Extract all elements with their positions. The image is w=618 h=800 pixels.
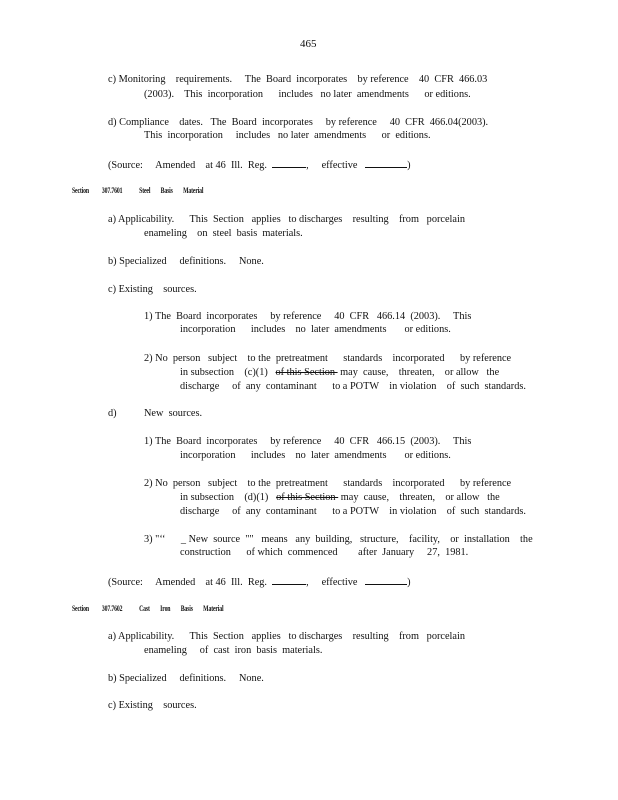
applicability-line-1: a) Applicability. This Section applies to discharges resulting from porcelain (108, 631, 465, 642)
applicability-line-2: enameling on steel basis materials. (144, 228, 303, 239)
compliance-dates-line-1: d) Compliance dates. The Board incorporates by reference 40 CFR 466.04(2003). (108, 117, 489, 128)
source-note-prefix: (Source: Amended at 46 Ill. Reg. (108, 160, 273, 171)
existing-sources-heading: c) Existing sources. (108, 700, 197, 711)
new-sources-item-2-line-1: 2) No person subject to the pretreatment standards incorporated by reference (144, 478, 512, 489)
source-note-prefix: (Source: Amended at 46 Ill. Reg. (108, 577, 273, 588)
page-number: 465 (300, 38, 317, 50)
monitoring-requirements-line-1: c) Monitoring requirements. The Board incorporates by reference 40 CFR 466.03 (108, 74, 488, 85)
source-note-effective: , effective (306, 577, 366, 588)
blank-register-number (272, 574, 306, 585)
blank-effective-date (365, 574, 407, 585)
blank-effective-date (365, 157, 407, 168)
subsection-continuation: may cause, threaten, or allow the (337, 367, 500, 378)
new-sources-item-2-line-2 (180, 491, 500, 504)
source-note-2 (108, 574, 411, 589)
source-note-close: ) (407, 160, 411, 171)
existing-sources-item-2-line-2 (180, 366, 499, 379)
specialized-definitions: b) Specialized definitions. None. (108, 673, 264, 684)
existing-sources-item-2-line-1: 2) No person subject to the pretreatment standards incorporated by reference (144, 353, 512, 364)
existing-sources-item-1-line-2: incorporation includes no later amendments or editions. (180, 324, 451, 335)
source-note-1 (108, 157, 411, 172)
compliance-dates-line-2: This incorporation includes no later amendments or editions. (144, 130, 431, 141)
struck-text: of this Section (276, 492, 339, 503)
existing-sources-item-1-line-1: 1) The Board incorporates by reference 40 CFR 466.14 (2003). This (144, 311, 472, 322)
existing-sources-heading: c) Existing sources. (108, 284, 197, 295)
existing-sources-item-2-line-3: discharge of any contaminant to a POTW in violation of such standards. (180, 381, 526, 392)
section-heading-307-7602: Section 307.7602 Cast Iron Basis Material (72, 604, 224, 613)
applicability-line-2: enameling of cast iron basis materials. (144, 645, 323, 656)
section-heading-307-7601: Section 307.7601 Steel Basis Material (72, 186, 204, 195)
monitoring-requirements-line-2: (2003). This incorporation includes no later amendments or editions. (144, 89, 471, 100)
new-sources-label: d) (108, 408, 117, 419)
new-sources-heading: New sources. (144, 408, 203, 419)
subsection-reference: in subsection (d)(1) (180, 492, 277, 503)
subsection-reference: in subsection (c)(1) (180, 367, 276, 378)
source-note-effective: , effective (306, 160, 366, 171)
subsection-continuation: may cause, threaten, or allow the (338, 492, 500, 503)
new-sources-item-1-line-2: incorporation includes no later amendments or editions. (180, 450, 451, 461)
specialized-definitions: b) Specialized definitions. None. (108, 256, 264, 267)
blank-register-number (272, 157, 306, 168)
source-note-close: ) (407, 577, 411, 588)
new-sources-item-3-line-2: construction of which commenced after January 27, 1981. (180, 547, 469, 558)
new-sources-item-1-line-1: 1) The Board incorporates by reference 40 CFR 466.15 (2003). This (144, 436, 472, 447)
new-sources-item-2-line-3: discharge of any contaminant to a POTW in violation of such standards. (180, 506, 526, 517)
new-sources-item-3-line-1: 3) "‘‘ _ New source "" means any building, structure, facility, or installation the (144, 534, 533, 545)
struck-text: of this Section (275, 367, 338, 378)
applicability-line-1: a) Applicability. This Section applies to discharges resulting from porcelain (108, 214, 465, 225)
